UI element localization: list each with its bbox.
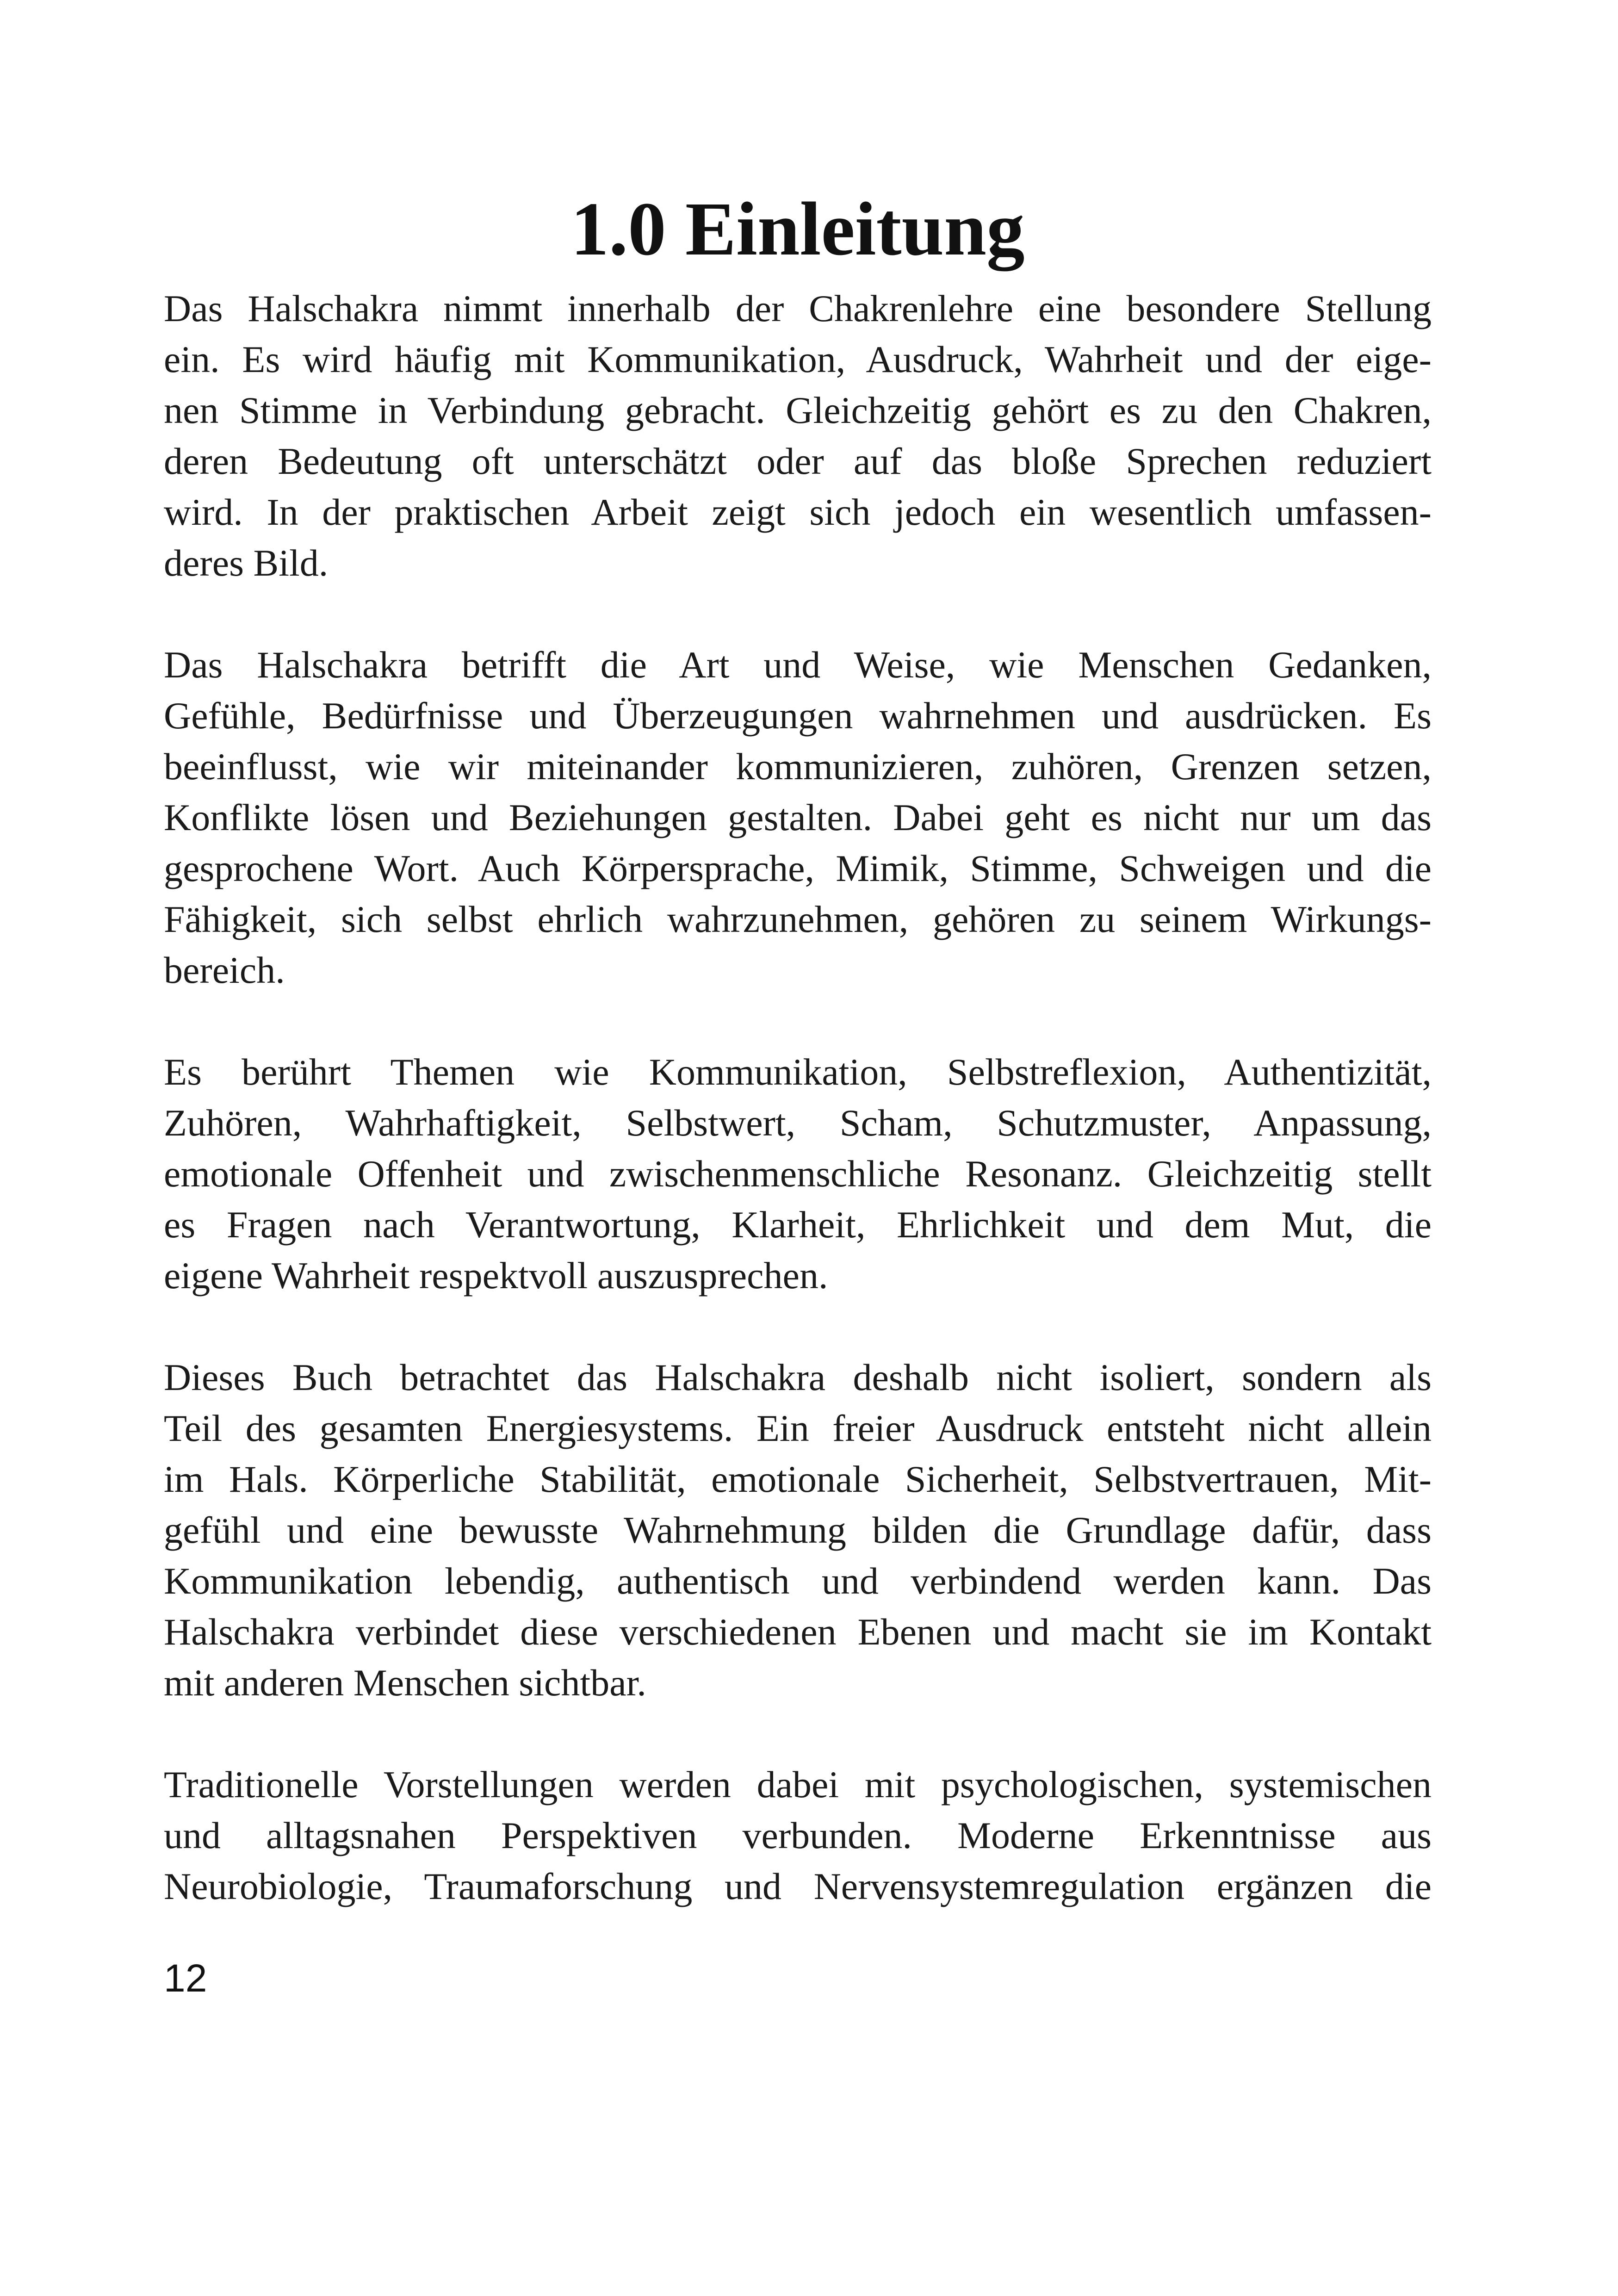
text-line: bereich. [164,949,285,991]
text-line: emotionale Offenheit und zwischenmenschliche Resonanz. Gleichzeitig stellt [164,1153,1432,1195]
text-line: Fähigkeit, sich selbst ehrlich wahrzunehmen, gehören zu seinem Wirkungs- [164,898,1432,940]
text-line: Halschakra verbindet diese verschiedenen Ebenen und macht sie im Kontakt [164,1611,1432,1653]
text-line: und alltagsnahen Perspektiven verbunden. Moderne Erkenntnisse aus [164,1814,1432,1856]
text-line: deren Bedeutung oft unterschätzt oder auf das bloße Sprechen reduziert [164,440,1432,482]
paragraph-energy-system [164,1352,1432,1708]
text-line: Neurobiologie, Traumaforschung und Nervensystemregulation ergänzen die [164,1865,1432,1907]
text-line: Dieses Buch betrachtet das Halschakra deshalb nicht isoliert, sondern als [164,1356,1432,1398]
text-line: Konflikte lösen und Beziehungen gestalten. Dabei geht es nicht nur um das [164,796,1432,838]
text-line: Das Halschakra betrifft die Art und Weise, wie Menschen Gedanken, [164,644,1432,686]
text-line: Teil des gesamten Energiesystems. Ein freier Ausdruck entsteht nicht allein [164,1407,1432,1449]
text-line: nen Stimme in Verbindung gebracht. Gleichzeitig gehört es zu den Chakren, [164,389,1432,431]
text-line: Zuhören, Wahrhaftigkeit, Selbstwert, Scham, Schutzmuster, Anpassung, [164,1102,1432,1144]
text-line: wird. In der praktischen Arbeit zeigt sich jedoch ein wesentlich umfassen- [164,491,1432,533]
text-line: Traditionelle Vorstellungen werden dabei mit psychologischen, systemischen [164,1763,1432,1806]
page-number: 12 [164,1956,207,2000]
text-line: Es berührt Themen wie Kommunikation, Selbstreflexion, Authentizität, [164,1051,1432,1093]
text-line: Kommunikation lebendig, authentisch und verbindend werden kann. Das [164,1560,1432,1602]
text-line: mit anderen Menschen sichtbar. [164,1662,646,1704]
body-text [164,283,1432,1963]
paragraph-expression [164,639,1432,996]
text-line: ein. Es wird häufig mit Kommunikation, Ausdruck, Wahrheit und der eige- [164,338,1432,380]
text-line: beeinflusst, wie wir miteinander kommunizieren, zuhören, Grenzen setzen, [164,745,1432,788]
text-line: Gefühle, Bedürfnisse und Überzeugungen wahrnehmen und ausdrücken. Es [164,695,1432,737]
text-line: im Hals. Körperliche Stabilität, emotionale Sicherheit, Selbstvertrauen, Mit- [164,1458,1432,1500]
text-line: gesprochene Wort. Auch Körpersprache, Mimik, Stimme, Schweigen und die [164,847,1432,889]
text-line: gefühl und eine bewusste Wahrnehmung bilden die Grundlage dafür, dass [164,1509,1432,1551]
text-line: eigene Wahrheit respektvoll auszusprechen. [164,1254,828,1297]
paragraph-intro [164,283,1432,589]
text-line: deres Bild. [164,542,329,584]
paragraph-perspectives [164,1759,1432,1912]
text-line: Das Halschakra nimmt innerhalb der Chakrenlehre eine besondere Stellung [164,287,1432,329]
chapter-title: 1.0 Einleitung [570,186,1025,271]
paragraph-themes [164,1047,1432,1301]
text-line: es Fragen nach Verantwortung, Klarheit, Ehrlichkeit und dem Mut, die [164,1204,1432,1246]
